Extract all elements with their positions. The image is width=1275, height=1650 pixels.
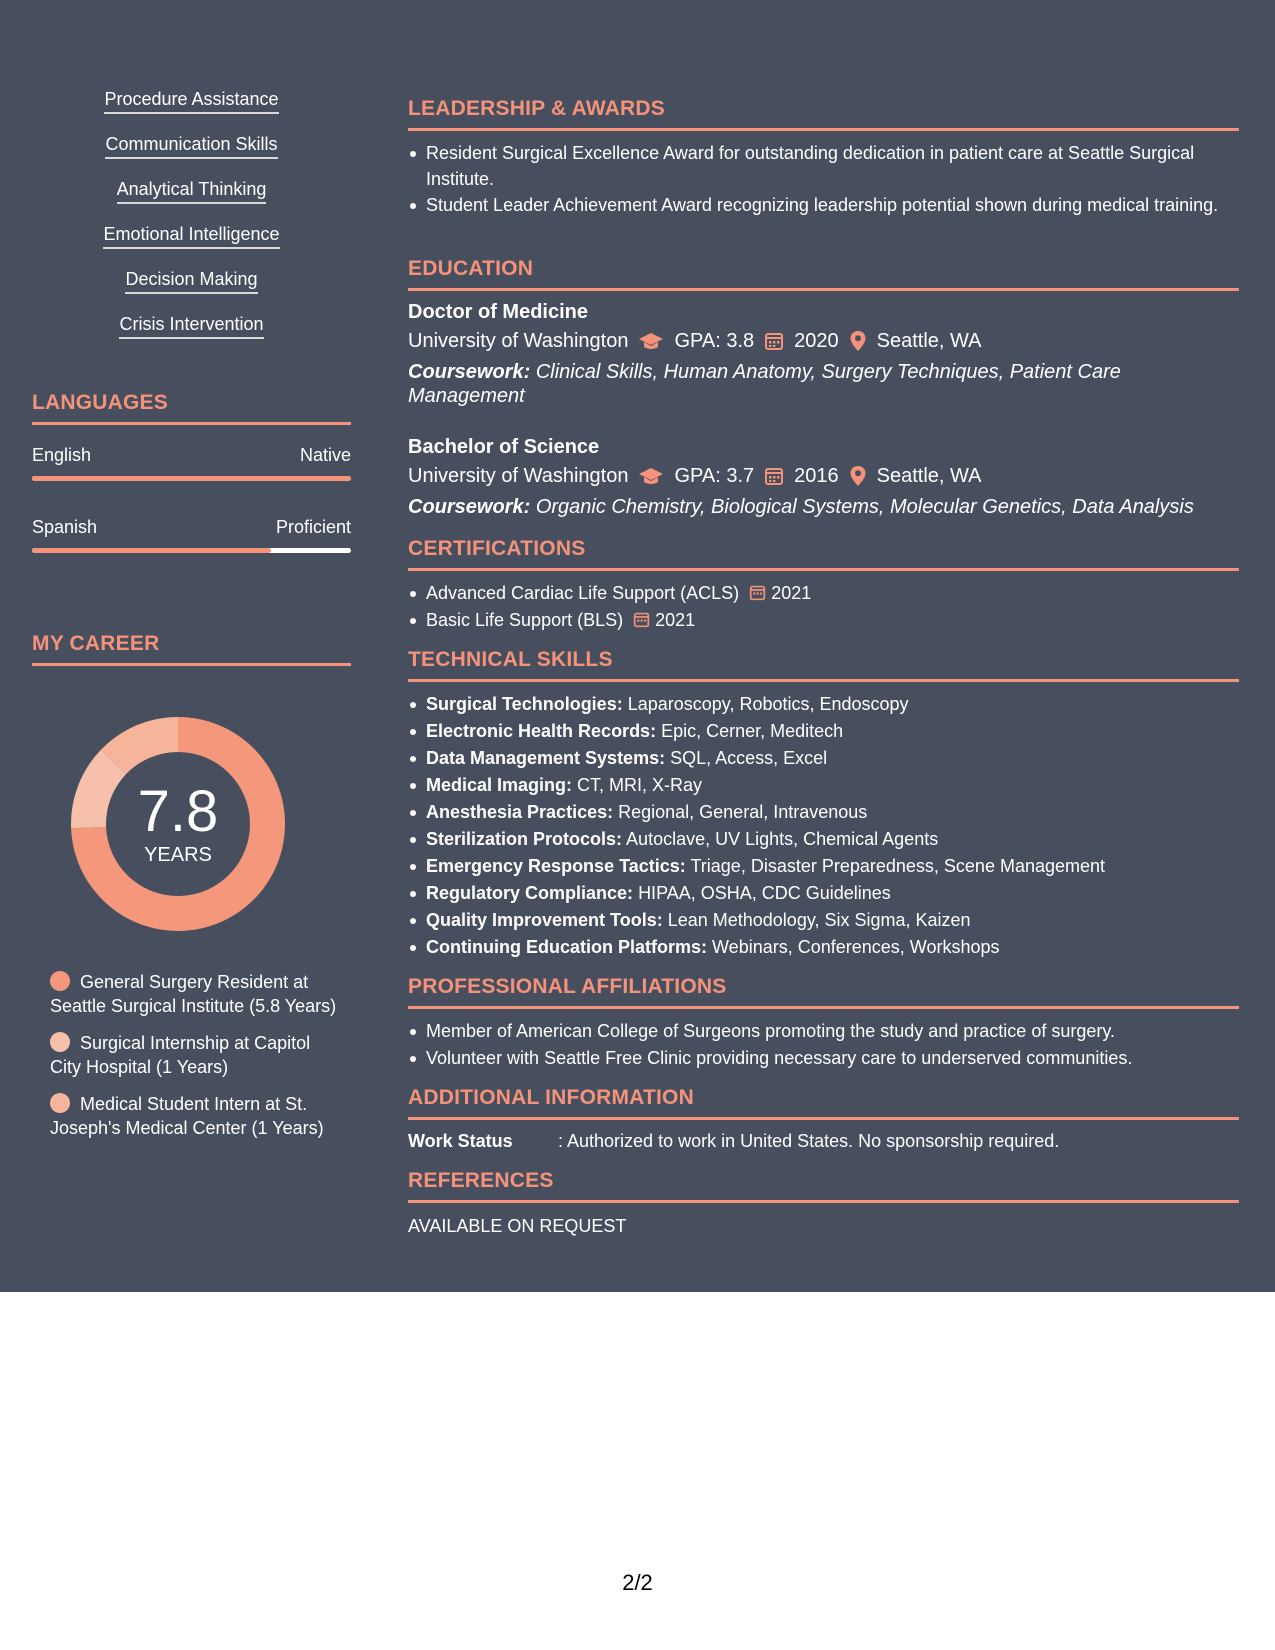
skill-category: Medical Imaging:	[426, 775, 573, 795]
references-title: REFERENCES	[408, 1168, 1239, 1203]
skill-label: Decision Making	[125, 267, 257, 294]
skill-category: Surgical Technologies:	[426, 694, 623, 714]
language-level: Native	[299, 445, 351, 465]
coursework-label: Coursework:	[408, 496, 531, 518]
certifications-section	[408, 536, 1239, 634]
school: University of Washington	[408, 465, 629, 487]
career-item	[50, 1031, 340, 1079]
list-item	[408, 580, 1239, 607]
list-item	[408, 745, 1239, 772]
list-item	[408, 799, 1239, 826]
page-number: 2/2	[622, 1570, 653, 1595]
list-item	[408, 691, 1239, 718]
location-pin-icon	[849, 330, 867, 352]
location: Seattle, WA	[876, 465, 982, 487]
language-proficiency-bar	[32, 548, 351, 553]
education-section	[408, 256, 1239, 519]
languages-section	[32, 390, 351, 553]
list-item	[408, 880, 1239, 907]
gpa: GPA: 3.7	[674, 465, 755, 487]
skill-label: Crisis Intervention	[119, 312, 263, 339]
school: University of Washington	[408, 330, 629, 352]
legend-dot	[50, 971, 70, 991]
affiliations-title: PROFESSIONAL AFFILIATIONS	[408, 974, 1239, 1009]
career-item-text: General Surgery Resident at Seattle Surgical Institute (5.8 Years)	[50, 972, 337, 1016]
skill-values: Epic, Cerner, Meditech	[661, 721, 844, 741]
list-item	[408, 718, 1239, 745]
skill-values: Webinars, Conferences, Workshops	[712, 937, 1000, 957]
education-title: EDUCATION	[408, 256, 1239, 291]
list-item: Member of American College of Surgeons promoting the study and practice of surgery.	[408, 1018, 1239, 1045]
skill-values: Triage, Disaster Preparedness, Scene Management	[690, 856, 1106, 876]
language-proficiency-fill	[32, 476, 351, 481]
cert-name: Advanced Cardiac Life Support (ACLS)	[426, 583, 740, 603]
language-level: Proficient	[275, 517, 351, 537]
skill-label: Emotional Intelligence	[103, 222, 279, 249]
graduation-cap-icon	[638, 466, 664, 486]
career-donut-chart	[66, 712, 290, 936]
additional-info-title: ADDITIONAL INFORMATION	[408, 1085, 1239, 1120]
cert-name: Basic Life Support (BLS)	[426, 610, 624, 630]
calendar-icon	[764, 331, 784, 351]
skill-values: Lean Methodology, Six Sigma, Kaizen	[667, 910, 971, 930]
skill-values: Laparoscopy, Robotics, Endoscopy	[627, 694, 909, 714]
additional-info-section	[408, 1085, 1239, 1153]
skill-values: SQL, Access, Excel	[670, 748, 828, 768]
skill-label: Communication Skills	[105, 132, 277, 159]
list-item: Resident Surgical Excellence Award for outstanding dedication in patient care at Seattle Surgical Institute.	[408, 140, 1239, 192]
year: 2020	[794, 330, 839, 352]
coursework-text: Organic Chemistry, Biological Systems, Molecular Genetics, Data Analysis	[535, 496, 1194, 518]
skill-category: Quality Improvement Tools:	[426, 910, 663, 930]
cert-year: 2021	[771, 583, 812, 603]
career-item-text: Surgical Internship at Capitol City Hospital (1 Years)	[50, 1033, 311, 1077]
year: 2016	[794, 465, 839, 487]
degree: Bachelor of Science	[408, 436, 600, 458]
skill-item	[32, 177, 351, 222]
career-legend	[50, 970, 340, 1153]
language-proficiency-fill	[32, 548, 271, 553]
legend-dot	[50, 1032, 70, 1052]
list-item: Volunteer with Seattle Free Clinic providing necessary care to underserved communities.	[408, 1045, 1239, 1072]
references-text: AVAILABLE ON REQUEST	[408, 1216, 627, 1236]
work-status-value: : Authorized to work in United States. No sponsorship required.	[558, 1131, 1060, 1151]
skill-category: Sterilization Protocols:	[426, 829, 623, 849]
degree: Doctor of Medicine	[408, 301, 589, 323]
skill-category: Data Management Systems:	[426, 748, 666, 768]
calendar-icon	[764, 466, 784, 486]
career-total-unit: YEARS	[144, 844, 212, 866]
list-item	[408, 907, 1239, 934]
affiliations-section	[408, 974, 1239, 1072]
technical-skills-section	[408, 647, 1239, 961]
career-section	[32, 631, 351, 666]
skill-item	[32, 132, 351, 177]
location: Seattle, WA	[876, 330, 982, 352]
languages-title: LANGUAGES	[32, 390, 351, 425]
career-total-value: 7.8	[137, 779, 219, 844]
language-item	[32, 515, 351, 553]
career-item-text: Medical Student Intern at St. Joseph's Medical Center (1 Years)	[50, 1094, 324, 1138]
education-item	[408, 299, 1239, 408]
graduation-cap-icon	[638, 331, 664, 351]
language-item	[32, 443, 351, 481]
donut-center	[66, 712, 290, 936]
calendar-icon	[749, 584, 766, 601]
skill-item	[32, 87, 351, 132]
skill-item	[32, 222, 351, 267]
language-name: English	[32, 445, 92, 465]
skill-values: HIPAA, OSHA, CDC Guidelines	[638, 883, 891, 903]
list-item	[408, 934, 1239, 961]
coursework-label: Coursework:	[408, 361, 531, 383]
skill-item	[32, 267, 351, 312]
skill-values: Autoclave, UV Lights, Chemical Agents	[626, 829, 939, 849]
career-item	[50, 970, 340, 1018]
coursework	[408, 360, 1239, 408]
list-item: Student Leader Achievement Award recognizing leadership potential shown during medical training.	[408, 192, 1239, 218]
gpa: GPA: 3.8	[674, 330, 755, 352]
work-status-label: Work Status	[408, 1131, 513, 1151]
language-proficiency-bar	[32, 476, 351, 481]
list-item	[408, 826, 1239, 853]
list-item	[408, 607, 1239, 634]
skill-category: Anesthesia Practices:	[426, 802, 614, 822]
skill-category: Electronic Health Records:	[426, 721, 657, 741]
location-pin-icon	[849, 465, 867, 487]
list-item	[408, 772, 1239, 799]
language-name: Spanish	[32, 517, 98, 537]
skill-label: Procedure Assistance	[104, 87, 278, 114]
certifications-title: CERTIFICATIONS	[408, 536, 1239, 571]
education-item	[408, 434, 1239, 519]
skill-values: CT, MRI, X-Ray	[577, 775, 703, 795]
legend-dot	[50, 1093, 70, 1113]
cert-year: 2021	[655, 610, 696, 630]
skill-item	[32, 312, 351, 357]
career-item	[50, 1092, 340, 1140]
leadership-section	[408, 96, 1239, 218]
career-title: MY CAREER	[32, 631, 351, 666]
skill-values: Regional, General, Intravenous	[618, 802, 868, 822]
list-item	[408, 853, 1239, 880]
references-section	[408, 1168, 1239, 1238]
technical-skills-title: TECHNICAL SKILLS	[408, 647, 1239, 682]
soft-skills-list	[32, 87, 351, 357]
skill-label: Analytical Thinking	[117, 177, 267, 204]
coursework-text: Clinical Skills, Human Anatomy, Surgery Techniques, Patient Care Management	[408, 361, 1121, 407]
skill-category: Continuing Education Platforms:	[426, 937, 707, 957]
coursework	[408, 495, 1239, 519]
calendar-icon	[633, 611, 650, 628]
skill-category: Emergency Response Tactics:	[426, 856, 686, 876]
leadership-title: LEADERSHIP & AWARDS	[408, 96, 1239, 131]
skill-category: Regulatory Compliance:	[426, 883, 634, 903]
